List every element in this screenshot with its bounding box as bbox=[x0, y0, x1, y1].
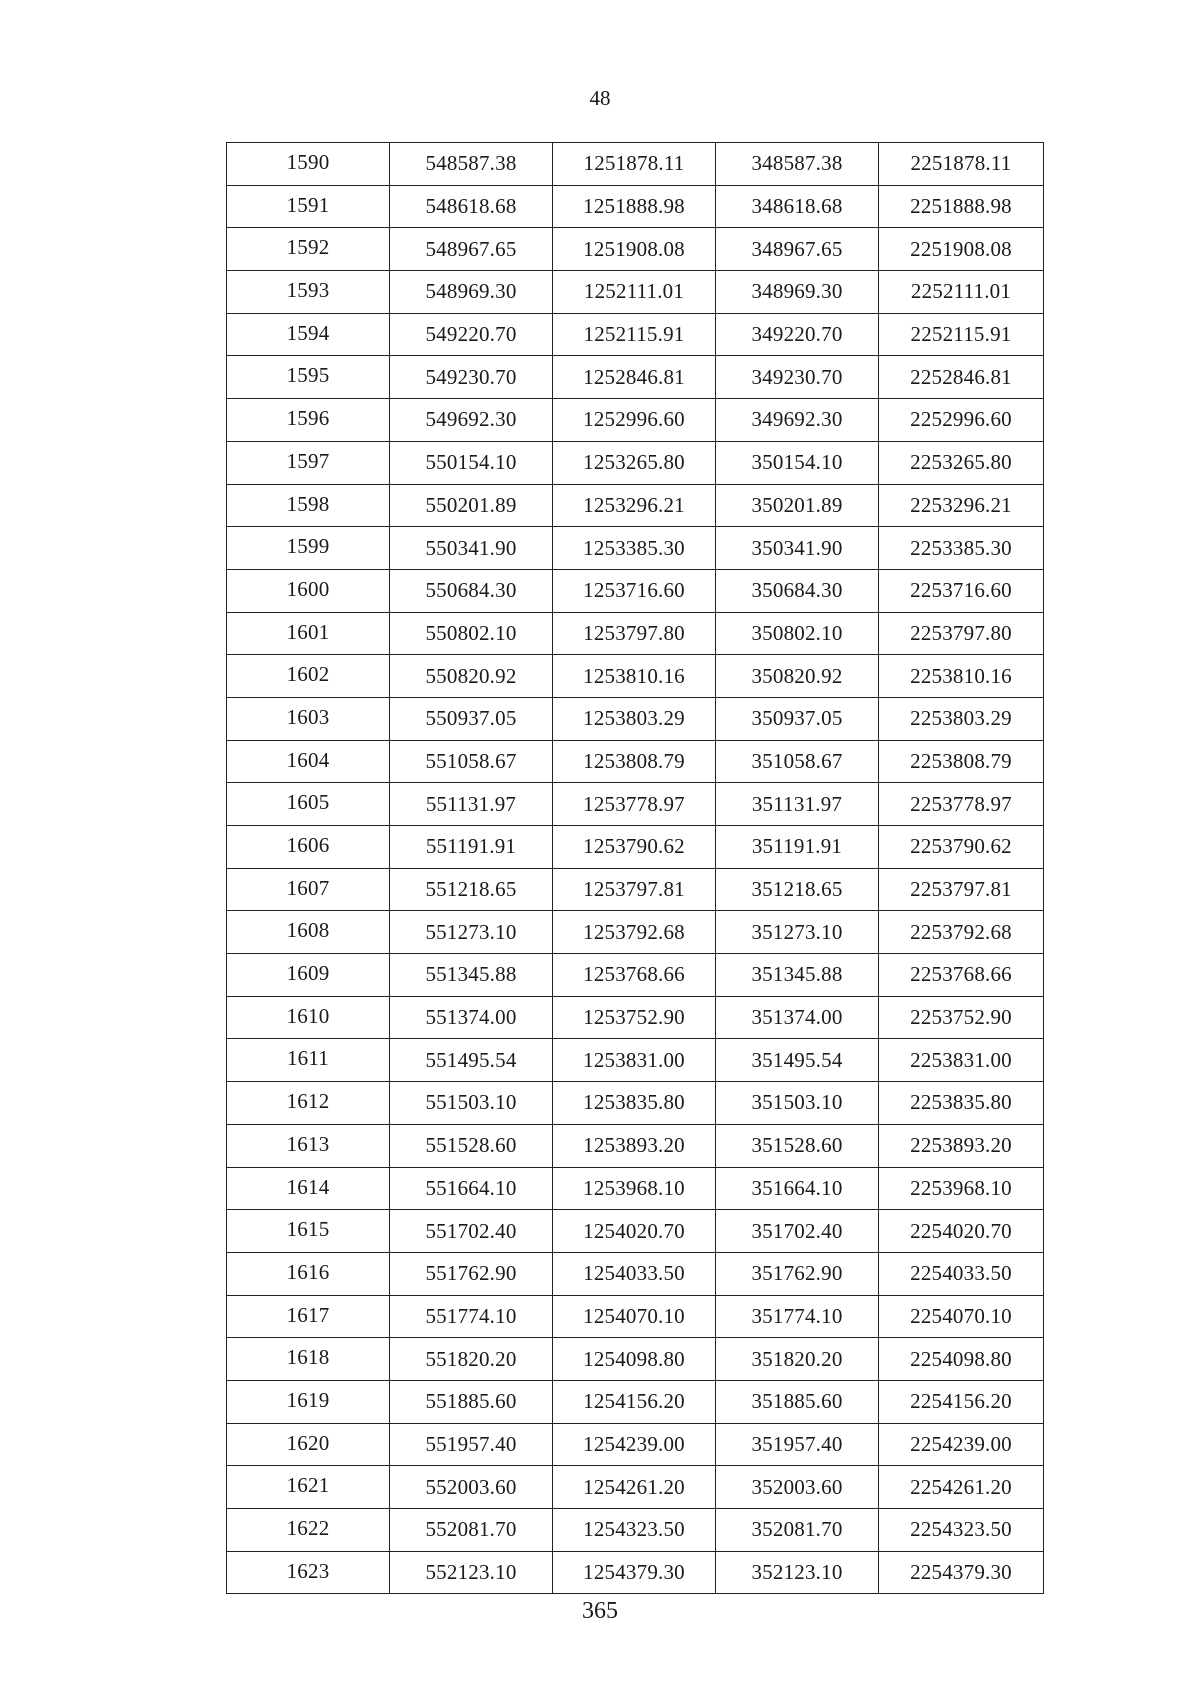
y-alt-coordinate-cell: 2253296.21 bbox=[879, 484, 1044, 527]
point-id-cell: 1612 bbox=[227, 1082, 390, 1125]
y-coordinate-cell: 1253835.80 bbox=[553, 1082, 716, 1125]
y-alt-coordinate-cell: 2253716.60 bbox=[879, 569, 1044, 612]
point-id-cell: 1606 bbox=[227, 826, 390, 869]
y-alt-coordinate-cell: 2253768.66 bbox=[879, 954, 1044, 997]
table-row bbox=[227, 655, 1044, 698]
point-id-cell: 1601 bbox=[227, 612, 390, 655]
y-alt-coordinate-cell: 2251888.98 bbox=[879, 185, 1044, 228]
y-alt-coordinate-cell: 2251878.11 bbox=[879, 143, 1044, 186]
x-coordinate-cell: 550937.05 bbox=[390, 697, 553, 740]
coordinate-table-body bbox=[227, 143, 1044, 1594]
table-row bbox=[227, 356, 1044, 399]
page-number-bottom: 365 bbox=[582, 1598, 618, 1624]
x-coordinate-cell: 551131.97 bbox=[390, 783, 553, 826]
point-id-cell: 1617 bbox=[227, 1295, 390, 1338]
y-alt-coordinate-cell: 2254098.80 bbox=[879, 1338, 1044, 1381]
y-coordinate-cell: 1254323.50 bbox=[553, 1509, 716, 1552]
y-alt-coordinate-cell: 2254239.00 bbox=[879, 1423, 1044, 1466]
x-coordinate-cell: 551702.40 bbox=[390, 1210, 553, 1253]
table-row bbox=[227, 185, 1044, 228]
y-coordinate-cell: 1253893.20 bbox=[553, 1124, 716, 1167]
y-coordinate-cell: 1252111.01 bbox=[553, 271, 716, 314]
table-row bbox=[227, 569, 1044, 612]
x-coordinate-cell: 551503.10 bbox=[390, 1082, 553, 1125]
y-alt-coordinate-cell: 2253790.62 bbox=[879, 826, 1044, 869]
point-id-cell: 1615 bbox=[227, 1210, 390, 1253]
y-alt-coordinate-cell: 2254033.50 bbox=[879, 1252, 1044, 1295]
point-id-cell: 1602 bbox=[227, 655, 390, 698]
y-coordinate-cell: 1254261.20 bbox=[553, 1466, 716, 1509]
coordinate-table bbox=[226, 142, 1044, 1594]
y-alt-coordinate-cell: 2254261.20 bbox=[879, 1466, 1044, 1509]
y-coordinate-cell: 1253797.80 bbox=[553, 612, 716, 655]
table-row bbox=[227, 313, 1044, 356]
x-alt-coordinate-cell: 348967.65 bbox=[716, 228, 879, 271]
x-alt-coordinate-cell: 350341.90 bbox=[716, 527, 879, 570]
y-coordinate-cell: 1251878.11 bbox=[553, 143, 716, 186]
table-row bbox=[227, 1124, 1044, 1167]
y-coordinate-cell: 1252996.60 bbox=[553, 399, 716, 442]
table-row bbox=[227, 783, 1044, 826]
x-alt-coordinate-cell: 348587.38 bbox=[716, 143, 879, 186]
y-alt-coordinate-cell: 2253968.10 bbox=[879, 1167, 1044, 1210]
point-id-cell: 1609 bbox=[227, 954, 390, 997]
point-id-cell: 1596 bbox=[227, 399, 390, 442]
table-row bbox=[227, 612, 1044, 655]
x-coordinate-cell: 551528.60 bbox=[390, 1124, 553, 1167]
y-alt-coordinate-cell: 2253385.30 bbox=[879, 527, 1044, 570]
x-alt-coordinate-cell: 350820.92 bbox=[716, 655, 879, 698]
y-coordinate-cell: 1252115.91 bbox=[553, 313, 716, 356]
x-alt-coordinate-cell: 351702.40 bbox=[716, 1210, 879, 1253]
x-coordinate-cell: 551774.10 bbox=[390, 1295, 553, 1338]
table-row bbox=[227, 1338, 1044, 1381]
point-id-cell: 1599 bbox=[227, 527, 390, 570]
x-alt-coordinate-cell: 352123.10 bbox=[716, 1551, 879, 1594]
table-row bbox=[227, 143, 1044, 186]
y-alt-coordinate-cell: 2253265.80 bbox=[879, 441, 1044, 484]
page-number-top: 48 bbox=[589, 86, 611, 110]
table-row bbox=[227, 868, 1044, 911]
y-alt-coordinate-cell: 2253778.97 bbox=[879, 783, 1044, 826]
y-coordinate-cell: 1251908.08 bbox=[553, 228, 716, 271]
point-id-cell: 1594 bbox=[227, 313, 390, 356]
y-coordinate-cell: 1253716.60 bbox=[553, 569, 716, 612]
table-row bbox=[227, 1039, 1044, 1082]
x-alt-coordinate-cell: 351495.54 bbox=[716, 1039, 879, 1082]
x-coordinate-cell: 552123.10 bbox=[390, 1551, 553, 1594]
x-coordinate-cell: 549220.70 bbox=[390, 313, 553, 356]
table-row bbox=[227, 228, 1044, 271]
table-row bbox=[227, 1082, 1044, 1125]
x-coordinate-cell: 550201.89 bbox=[390, 484, 553, 527]
x-coordinate-cell: 550341.90 bbox=[390, 527, 553, 570]
x-alt-coordinate-cell: 351218.65 bbox=[716, 868, 879, 911]
x-coordinate-cell: 548967.65 bbox=[390, 228, 553, 271]
x-coordinate-cell: 552081.70 bbox=[390, 1509, 553, 1552]
y-alt-coordinate-cell: 2254379.30 bbox=[879, 1551, 1044, 1594]
x-alt-coordinate-cell: 350154.10 bbox=[716, 441, 879, 484]
point-id-cell: 1604 bbox=[227, 740, 390, 783]
x-coordinate-cell: 548969.30 bbox=[390, 271, 553, 314]
table-row bbox=[227, 271, 1044, 314]
x-coordinate-cell: 548618.68 bbox=[390, 185, 553, 228]
x-coordinate-cell: 548587.38 bbox=[390, 143, 553, 186]
point-id-cell: 1613 bbox=[227, 1124, 390, 1167]
y-alt-coordinate-cell: 2253893.20 bbox=[879, 1124, 1044, 1167]
point-id-cell: 1618 bbox=[227, 1338, 390, 1381]
point-id-cell: 1591 bbox=[227, 185, 390, 228]
y-coordinate-cell: 1253265.80 bbox=[553, 441, 716, 484]
y-alt-coordinate-cell: 2251908.08 bbox=[879, 228, 1044, 271]
point-id-cell: 1610 bbox=[227, 996, 390, 1039]
point-id-cell: 1611 bbox=[227, 1039, 390, 1082]
point-id-cell: 1621 bbox=[227, 1466, 390, 1509]
x-alt-coordinate-cell: 351058.67 bbox=[716, 740, 879, 783]
y-alt-coordinate-cell: 2254323.50 bbox=[879, 1509, 1044, 1552]
x-coordinate-cell: 549230.70 bbox=[390, 356, 553, 399]
x-alt-coordinate-cell: 351374.00 bbox=[716, 996, 879, 1039]
y-alt-coordinate-cell: 2254156.20 bbox=[879, 1380, 1044, 1423]
table-row bbox=[227, 697, 1044, 740]
y-coordinate-cell: 1253792.68 bbox=[553, 911, 716, 954]
y-alt-coordinate-cell: 2253792.68 bbox=[879, 911, 1044, 954]
y-alt-coordinate-cell: 2252111.01 bbox=[879, 271, 1044, 314]
table-row bbox=[227, 441, 1044, 484]
point-id-cell: 1593 bbox=[227, 271, 390, 314]
x-alt-coordinate-cell: 349230.70 bbox=[716, 356, 879, 399]
table-row bbox=[227, 1423, 1044, 1466]
x-coordinate-cell: 550154.10 bbox=[390, 441, 553, 484]
x-coordinate-cell: 552003.60 bbox=[390, 1466, 553, 1509]
x-alt-coordinate-cell: 351273.10 bbox=[716, 911, 879, 954]
table-row bbox=[227, 826, 1044, 869]
y-coordinate-cell: 1253803.29 bbox=[553, 697, 716, 740]
y-coordinate-cell: 1253385.30 bbox=[553, 527, 716, 570]
point-id-cell: 1616 bbox=[227, 1252, 390, 1295]
x-coordinate-cell: 551191.91 bbox=[390, 826, 553, 869]
point-id-cell: 1608 bbox=[227, 911, 390, 954]
y-coordinate-cell: 1252846.81 bbox=[553, 356, 716, 399]
x-alt-coordinate-cell: 348969.30 bbox=[716, 271, 879, 314]
point-id-cell: 1597 bbox=[227, 441, 390, 484]
y-coordinate-cell: 1253296.21 bbox=[553, 484, 716, 527]
y-coordinate-cell: 1253968.10 bbox=[553, 1167, 716, 1210]
y-coordinate-cell: 1253831.00 bbox=[553, 1039, 716, 1082]
x-coordinate-cell: 549692.30 bbox=[390, 399, 553, 442]
x-coordinate-cell: 551058.67 bbox=[390, 740, 553, 783]
y-coordinate-cell: 1251888.98 bbox=[553, 185, 716, 228]
y-alt-coordinate-cell: 2253831.00 bbox=[879, 1039, 1044, 1082]
y-coordinate-cell: 1253752.90 bbox=[553, 996, 716, 1039]
x-coordinate-cell: 550820.92 bbox=[390, 655, 553, 698]
y-alt-coordinate-cell: 2253797.80 bbox=[879, 612, 1044, 655]
x-alt-coordinate-cell: 349692.30 bbox=[716, 399, 879, 442]
x-coordinate-cell: 550684.30 bbox=[390, 569, 553, 612]
point-id-cell: 1590 bbox=[227, 143, 390, 186]
table-row bbox=[227, 740, 1044, 783]
x-alt-coordinate-cell: 351957.40 bbox=[716, 1423, 879, 1466]
x-alt-coordinate-cell: 352003.60 bbox=[716, 1466, 879, 1509]
x-coordinate-cell: 551885.60 bbox=[390, 1380, 553, 1423]
y-alt-coordinate-cell: 2253808.79 bbox=[879, 740, 1044, 783]
x-alt-coordinate-cell: 349220.70 bbox=[716, 313, 879, 356]
table-row bbox=[227, 996, 1044, 1039]
point-id-cell: 1598 bbox=[227, 484, 390, 527]
point-id-cell: 1603 bbox=[227, 697, 390, 740]
y-alt-coordinate-cell: 2253810.16 bbox=[879, 655, 1044, 698]
x-alt-coordinate-cell: 351503.10 bbox=[716, 1082, 879, 1125]
x-alt-coordinate-cell: 351885.60 bbox=[716, 1380, 879, 1423]
x-coordinate-cell: 551374.00 bbox=[390, 996, 553, 1039]
table-row bbox=[227, 1509, 1044, 1552]
y-coordinate-cell: 1254098.80 bbox=[553, 1338, 716, 1381]
y-coordinate-cell: 1253778.97 bbox=[553, 783, 716, 826]
table-row bbox=[227, 1551, 1044, 1594]
y-alt-coordinate-cell: 2254070.10 bbox=[879, 1295, 1044, 1338]
y-alt-coordinate-cell: 2252996.60 bbox=[879, 399, 1044, 442]
y-coordinate-cell: 1253808.79 bbox=[553, 740, 716, 783]
point-id-cell: 1595 bbox=[227, 356, 390, 399]
x-alt-coordinate-cell: 351345.88 bbox=[716, 954, 879, 997]
point-id-cell: 1619 bbox=[227, 1380, 390, 1423]
x-coordinate-cell: 551273.10 bbox=[390, 911, 553, 954]
y-coordinate-cell: 1254156.20 bbox=[553, 1380, 716, 1423]
x-alt-coordinate-cell: 350937.05 bbox=[716, 697, 879, 740]
table-row bbox=[227, 1380, 1044, 1423]
point-id-cell: 1592 bbox=[227, 228, 390, 271]
point-id-cell: 1605 bbox=[227, 783, 390, 826]
point-id-cell: 1620 bbox=[227, 1423, 390, 1466]
y-coordinate-cell: 1253790.62 bbox=[553, 826, 716, 869]
x-coordinate-cell: 551664.10 bbox=[390, 1167, 553, 1210]
table-row bbox=[227, 484, 1044, 527]
table-row bbox=[227, 1252, 1044, 1295]
point-id-cell: 1607 bbox=[227, 868, 390, 911]
x-coordinate-cell: 550802.10 bbox=[390, 612, 553, 655]
y-alt-coordinate-cell: 2252115.91 bbox=[879, 313, 1044, 356]
point-id-cell: 1614 bbox=[227, 1167, 390, 1210]
y-coordinate-cell: 1254239.00 bbox=[553, 1423, 716, 1466]
x-alt-coordinate-cell: 351664.10 bbox=[716, 1167, 879, 1210]
x-alt-coordinate-cell: 348618.68 bbox=[716, 185, 879, 228]
x-alt-coordinate-cell: 351131.97 bbox=[716, 783, 879, 826]
y-coordinate-cell: 1254070.10 bbox=[553, 1295, 716, 1338]
y-alt-coordinate-cell: 2253752.90 bbox=[879, 996, 1044, 1039]
table-row bbox=[227, 527, 1044, 570]
table-row bbox=[227, 1295, 1044, 1338]
y-alt-coordinate-cell: 2253797.81 bbox=[879, 868, 1044, 911]
x-alt-coordinate-cell: 352081.70 bbox=[716, 1509, 879, 1552]
y-alt-coordinate-cell: 2252846.81 bbox=[879, 356, 1044, 399]
y-alt-coordinate-cell: 2253835.80 bbox=[879, 1082, 1044, 1125]
table-row bbox=[227, 954, 1044, 997]
y-coordinate-cell: 1254020.70 bbox=[553, 1210, 716, 1253]
x-alt-coordinate-cell: 351528.60 bbox=[716, 1124, 879, 1167]
y-alt-coordinate-cell: 2253803.29 bbox=[879, 697, 1044, 740]
point-id-cell: 1600 bbox=[227, 569, 390, 612]
y-coordinate-cell: 1253810.16 bbox=[553, 655, 716, 698]
y-alt-coordinate-cell: 2254020.70 bbox=[879, 1210, 1044, 1253]
x-alt-coordinate-cell: 351191.91 bbox=[716, 826, 879, 869]
table-row bbox=[227, 911, 1044, 954]
x-coordinate-cell: 551957.40 bbox=[390, 1423, 553, 1466]
point-id-cell: 1622 bbox=[227, 1509, 390, 1552]
y-coordinate-cell: 1253768.66 bbox=[553, 954, 716, 997]
x-coordinate-cell: 551820.20 bbox=[390, 1338, 553, 1381]
x-coordinate-cell: 551218.65 bbox=[390, 868, 553, 911]
x-coordinate-cell: 551762.90 bbox=[390, 1252, 553, 1295]
table-row bbox=[227, 1210, 1044, 1253]
x-coordinate-cell: 551495.54 bbox=[390, 1039, 553, 1082]
x-alt-coordinate-cell: 350802.10 bbox=[716, 612, 879, 655]
point-id-cell: 1623 bbox=[227, 1551, 390, 1594]
table-row bbox=[227, 399, 1044, 442]
y-coordinate-cell: 1254033.50 bbox=[553, 1252, 716, 1295]
y-coordinate-cell: 1253797.81 bbox=[553, 868, 716, 911]
x-alt-coordinate-cell: 351774.10 bbox=[716, 1295, 879, 1338]
x-coordinate-cell: 551345.88 bbox=[390, 954, 553, 997]
table-row bbox=[227, 1466, 1044, 1509]
y-coordinate-cell: 1254379.30 bbox=[553, 1551, 716, 1594]
x-alt-coordinate-cell: 350684.30 bbox=[716, 569, 879, 612]
x-alt-coordinate-cell: 351762.90 bbox=[716, 1252, 879, 1295]
x-alt-coordinate-cell: 351820.20 bbox=[716, 1338, 879, 1381]
table-row bbox=[227, 1167, 1044, 1210]
x-alt-coordinate-cell: 350201.89 bbox=[716, 484, 879, 527]
